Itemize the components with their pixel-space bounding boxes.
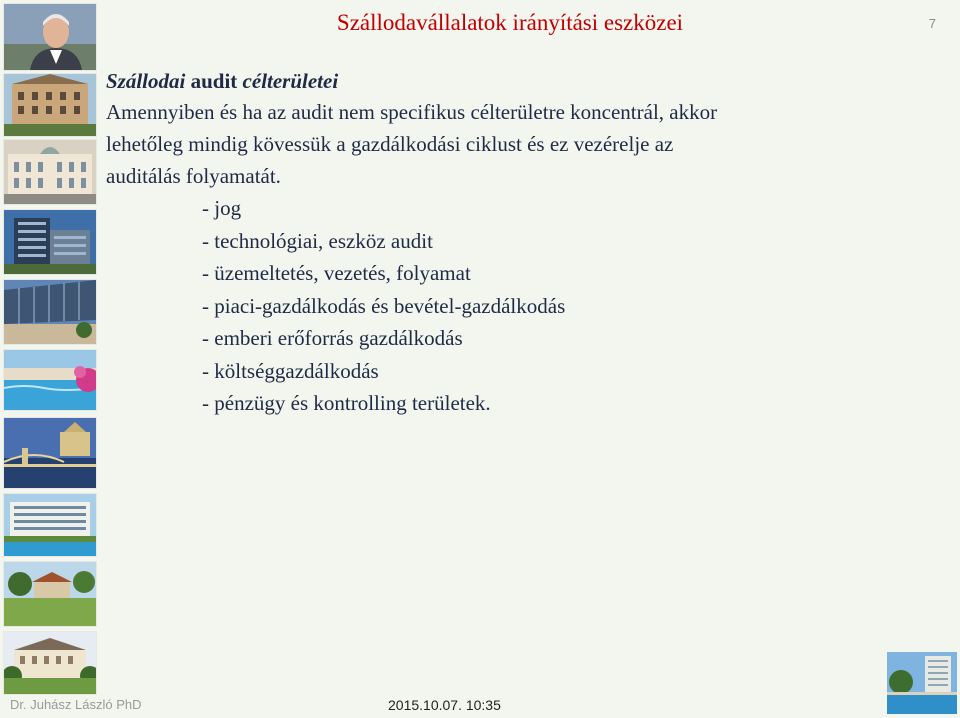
slide-title: Szállodavállalatok irányítási eszközei (336, 10, 684, 35)
outdoor-pool-photo (4, 350, 96, 410)
slide-content (106, 66, 908, 420)
paragraph-line: lehetőleg mindig kövessük a gazdálkodási ciklust és ez vezérelje az (106, 132, 674, 156)
castle-hotel-photo (4, 632, 96, 694)
footer-author: Dr. Juhász László PhD (10, 697, 142, 712)
heading-word-2: audit (190, 69, 238, 93)
list-item: - üzemeltetés, vezetés, folyamat (202, 261, 471, 285)
list-item: - jog (202, 196, 242, 220)
section-heading (106, 66, 908, 96)
list-item: - piaci-gazdálkodás és bevétel-gazdálkodás (202, 293, 566, 318)
paragraph-line: Amennyiben és ha az audit nem specifikus célterületre koncentrál, akkor (106, 100, 718, 124)
list-item: - pénzügy és kontrolling területek. (202, 391, 491, 415)
list-item: - emberi erőforrás gazdálkodás (202, 326, 463, 350)
chain-bridge-budapest-photo (4, 418, 96, 488)
palace-hotel-photo (4, 140, 96, 204)
glass-hotel-entrance-photo (4, 280, 96, 344)
resort-corner-photo (887, 652, 957, 714)
heading-word-3: célterületei (242, 69, 339, 93)
list-item: - technológiai, eszköz audit (202, 228, 433, 253)
audit-areas-list (202, 192, 908, 420)
author-portrait-photo (4, 4, 96, 70)
modern-hotel-building-photo (4, 210, 96, 274)
paragraph-line: auditálás folyamatát. (106, 164, 281, 188)
list-item: - költséggazdálkodás (202, 358, 379, 383)
page-number: 7 (928, 16, 936, 31)
footer-datetime: 2015.10.07. 10:35 (388, 697, 501, 713)
lakeside-hotel-pool-photo (4, 494, 96, 556)
manor-house-garden-photo (4, 562, 96, 626)
intro-paragraph (106, 96, 908, 192)
historic-hotel-facade-photo (4, 74, 96, 136)
heading-word-1: Szállodai (106, 69, 186, 93)
